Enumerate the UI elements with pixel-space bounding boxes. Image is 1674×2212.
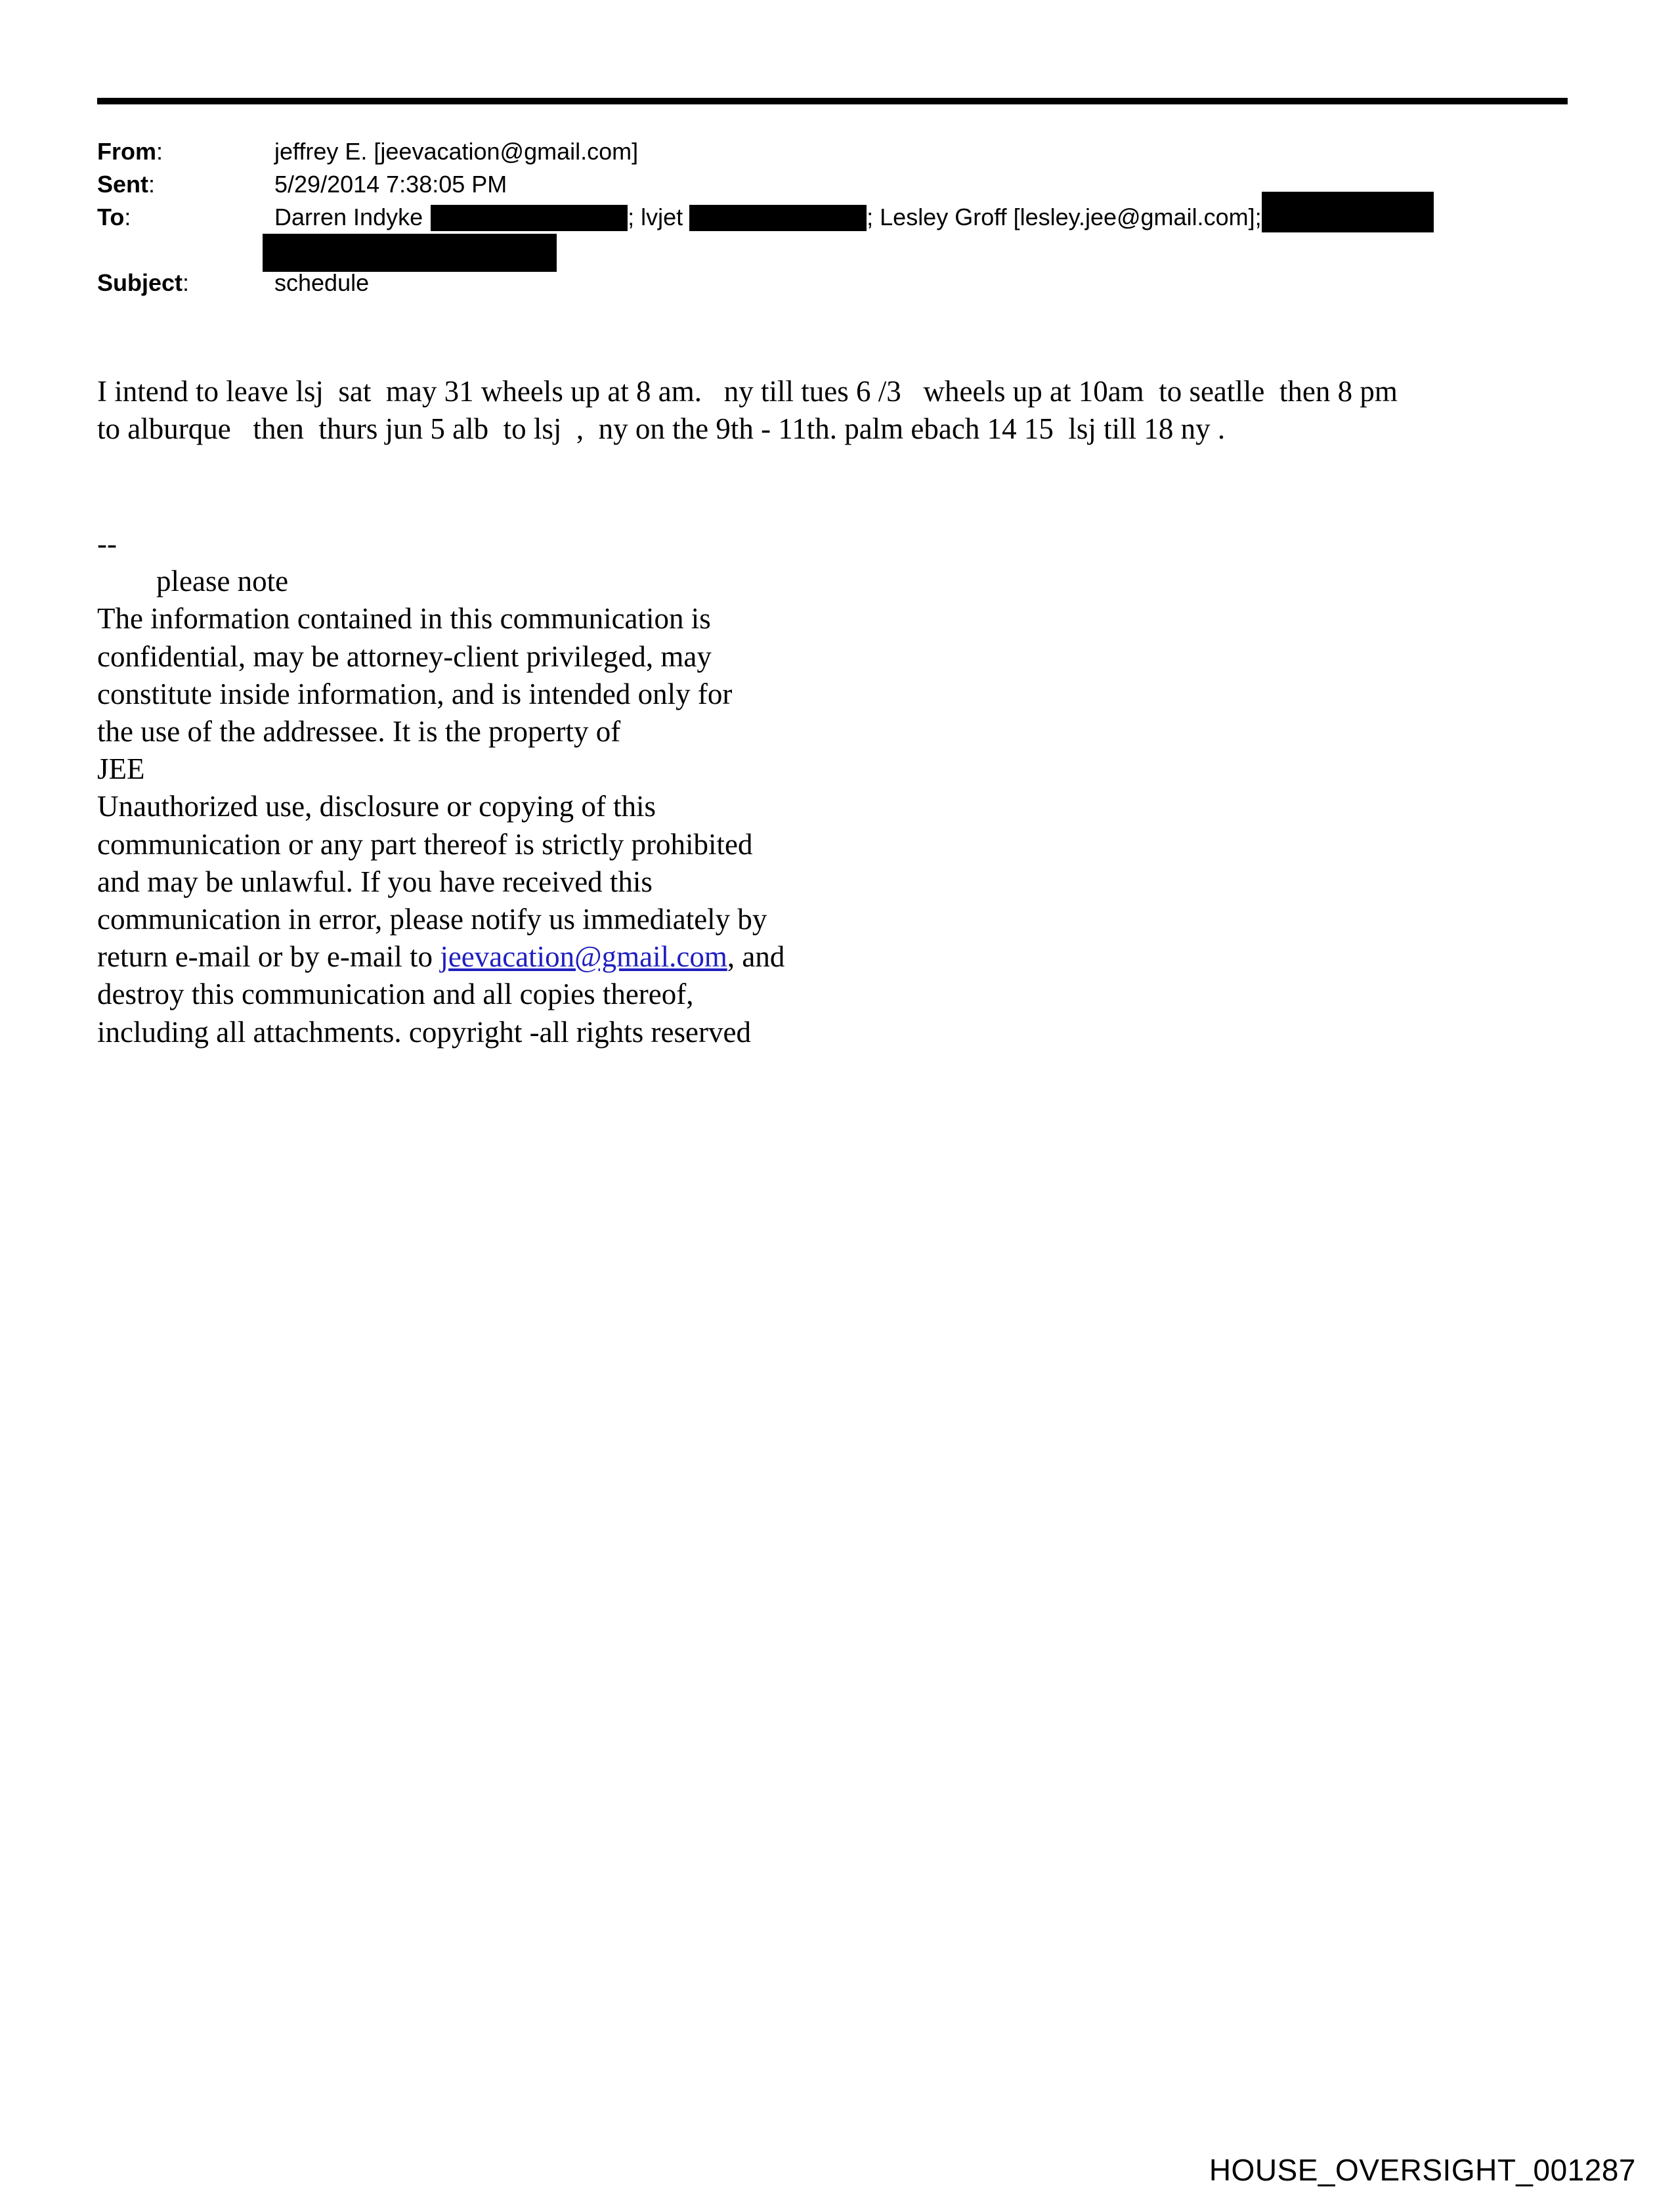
sig-dashes: -- — [97, 527, 117, 560]
subject-row — [97, 267, 1574, 299]
body-line: to alburque then thurs jun 5 alb to lsj , ny on the 9th - 11th. palm ebach 14 15 lsj till 18 ny . — [97, 412, 1226, 445]
sig-line: constitute inside information, and is intended only for — [97, 677, 733, 710]
sig-line-with-link: return e-mail or by e-mail to jeevacation@gmail.com, and — [97, 940, 785, 974]
sig-line: JEE — [97, 752, 145, 786]
sig-line: including all attachments. copyright -all rights reserved — [97, 1015, 751, 1049]
to-label: To: — [97, 204, 131, 230]
to-row — [97, 201, 1574, 267]
sig-line: confidential, may be attorney-client privileged, may — [97, 640, 712, 673]
sig-line: the use of the addressee. It is the property of — [97, 715, 621, 748]
bates-number: HOUSE_OVERSIGHT_001287 — [1209, 2153, 1636, 2187]
sig-line: Unauthorized use, disclosure or copying of this — [97, 790, 656, 823]
from-label: From: — [97, 138, 163, 165]
from-row — [97, 135, 1574, 168]
email-header — [97, 135, 1574, 299]
top-rule — [97, 98, 1568, 104]
from-value: jeffrey E. [jeevacation@gmail.com] — [274, 138, 639, 165]
sig-line: The information contained in this communication is — [97, 602, 711, 636]
subject-label: Subject: — [97, 269, 190, 296]
sig-line: communication or any part thereof is strictly prohibited — [97, 827, 753, 861]
subject-value: schedule — [274, 269, 370, 296]
recipient-darren-indyke: Darren Indyke — [274, 204, 423, 230]
sent-label: Sent: — [97, 171, 156, 198]
sig-line: and may be unlawful. If you have received this — [97, 865, 653, 898]
sig-line: communication in error, please notify us immediately by — [97, 903, 767, 936]
recipient-lvjet: ; lvjet — [628, 204, 683, 230]
redaction-block — [1262, 192, 1434, 232]
body-line: I intend to leave lsj sat may 31 wheels up at 8 am. ny till tues 6 /3 wheels up at 10am to seatlle then 8 pm — [97, 375, 1398, 408]
email-link[interactable]: jeevacation@gmail.com — [440, 940, 727, 974]
sent-value: 5/29/2014 7:38:05 PM — [274, 171, 507, 198]
to-value — [274, 201, 1434, 234]
redaction-block — [431, 205, 628, 231]
email-body — [97, 373, 1574, 448]
sig-please-note: please note — [97, 565, 289, 598]
sig-line: destroy this communication and all copies thereof, — [97, 978, 694, 1011]
recipient-lesley-groff: ; Lesley Groff [lesley.jee@gmail.com]; — [867, 204, 1262, 230]
confidentiality-signature — [97, 525, 784, 1051]
redaction-block — [689, 205, 867, 231]
